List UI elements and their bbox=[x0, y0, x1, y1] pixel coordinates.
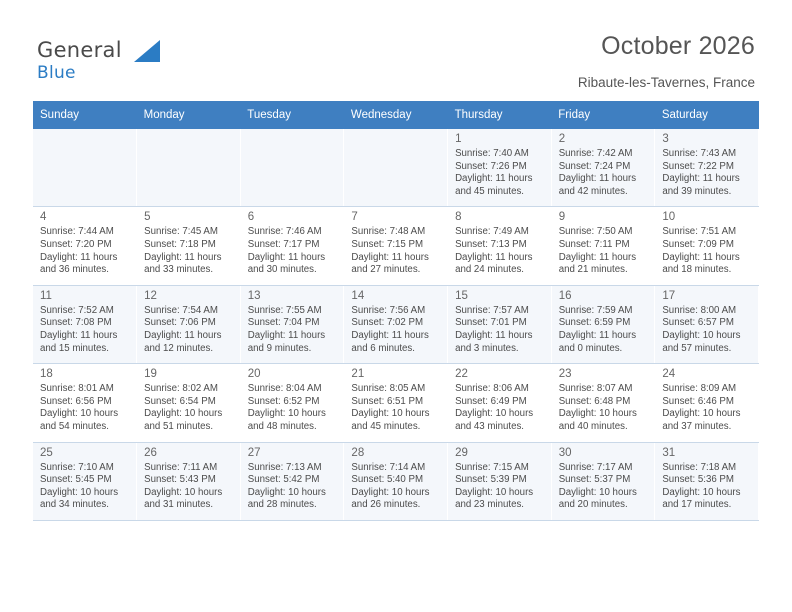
day-number: 15 bbox=[455, 289, 468, 302]
daylight-text: Daylight: 11 hours and 24 minutes. bbox=[455, 251, 533, 276]
day-number: 2 bbox=[558, 133, 566, 145]
sunset-text: Sunset: 7:11 PM bbox=[558, 238, 630, 250]
calendar-day-cell[interactable] bbox=[137, 285, 241, 363]
title-block bbox=[578, 32, 755, 90]
sunrise-text: Sunrise: 7:59 AM bbox=[558, 304, 633, 316]
daylight-text: Daylight: 11 hours and 15 minutes. bbox=[40, 329, 118, 354]
day-number: 10 bbox=[662, 211, 676, 224]
sunrise-text: Sunrise: 7:51 AM bbox=[662, 226, 737, 238]
sunrise-text: Sunrise: 7:46 AM bbox=[247, 226, 322, 238]
daylight-text: Daylight: 10 hours and 17 minutes. bbox=[662, 486, 741, 511]
day-number: 26 bbox=[144, 446, 157, 459]
sunset-text: Sunset: 6:46 PM bbox=[662, 395, 734, 407]
calendar-day-cell[interactable] bbox=[240, 285, 344, 363]
day-number: 11 bbox=[40, 289, 52, 302]
day-number: 18 bbox=[40, 368, 53, 381]
sunset-text: Sunset: 7:13 PM bbox=[455, 238, 527, 250]
sunrise-text: Sunrise: 7:17 AM bbox=[558, 461, 633, 473]
page-header bbox=[33, 28, 759, 90]
calendar-cell-empty bbox=[240, 129, 344, 207]
calendar-day-cell[interactable] bbox=[344, 364, 448, 442]
daylight-text: Daylight: 10 hours and 23 minutes. bbox=[455, 486, 534, 511]
sunset-text: Sunset: 5:45 PM bbox=[40, 474, 112, 486]
sunset-text: Sunset: 6:56 PM bbox=[40, 395, 112, 407]
sunrise-text: Sunrise: 7:45 AM bbox=[144, 226, 218, 238]
sunrise-text: Sunrise: 8:02 AM bbox=[144, 383, 218, 395]
calendar-day-cell[interactable] bbox=[551, 285, 655, 363]
sunrise-text: Sunrise: 7:44 AM bbox=[40, 226, 114, 238]
logo-general-text: General bbox=[37, 38, 122, 62]
calendar-week-row bbox=[33, 364, 759, 442]
daylight-text: Daylight: 10 hours and 20 minutes. bbox=[558, 486, 637, 511]
sunset-text: Sunset: 7:24 PM bbox=[558, 160, 631, 172]
day-number: 14 bbox=[351, 289, 365, 302]
sunrise-text: Sunrise: 8:07 AM bbox=[558, 383, 633, 395]
sunrise-text: Sunrise: 7:15 AM bbox=[455, 461, 529, 473]
calendar-day-cell[interactable] bbox=[448, 207, 552, 285]
sunset-text: Sunset: 7:09 PM bbox=[662, 238, 734, 250]
day-number: 29 bbox=[455, 446, 468, 459]
sunrise-text: Sunrise: 7:49 AM bbox=[455, 226, 529, 238]
sunset-text: Sunset: 7:04 PM bbox=[247, 317, 320, 329]
calendar-day-cell[interactable] bbox=[33, 285, 137, 363]
daylight-text: Daylight: 11 hours and 30 minutes. bbox=[247, 251, 326, 276]
daylight-text: Daylight: 10 hours and 57 minutes. bbox=[662, 329, 741, 354]
day-number: 31 bbox=[662, 446, 676, 459]
calendar-day-cell[interactable] bbox=[655, 207, 759, 285]
calendar-week-row bbox=[33, 442, 759, 520]
sunrise-text: Sunrise: 7:57 AM bbox=[455, 304, 529, 316]
sunrise-text: Sunrise: 7:11 AM bbox=[144, 461, 218, 473]
sunrise-text: Sunrise: 7:56 AM bbox=[351, 304, 426, 316]
day-number: 30 bbox=[558, 446, 572, 459]
daylight-text: Daylight: 10 hours and 28 minutes. bbox=[247, 486, 326, 511]
daylight-text: Daylight: 11 hours and 36 minutes. bbox=[40, 251, 118, 276]
day-number: 25 bbox=[40, 446, 53, 459]
daylight-text: Daylight: 11 hours and 33 minutes. bbox=[144, 251, 222, 276]
day-number: 7 bbox=[351, 211, 358, 224]
calendar-day-cell[interactable] bbox=[655, 442, 759, 520]
sunset-text: Sunset: 5:36 PM bbox=[662, 474, 734, 486]
daylight-text: Daylight: 11 hours and 42 minutes. bbox=[558, 173, 637, 197]
day-number: 28 bbox=[351, 446, 365, 459]
calendar-day-cell[interactable] bbox=[137, 442, 241, 520]
daylight-text: Daylight: 11 hours and 6 minutes. bbox=[351, 329, 429, 354]
calendar-day-cell[interactable] bbox=[448, 442, 552, 520]
day-number: 24 bbox=[662, 368, 676, 381]
calendar-body bbox=[33, 129, 759, 520]
calendar-header-row bbox=[33, 101, 759, 129]
calendar-day-cell[interactable] bbox=[655, 364, 759, 442]
sunset-text: Sunset: 6:49 PM bbox=[455, 395, 527, 407]
sunset-text: Sunset: 6:51 PM bbox=[351, 395, 424, 407]
day-number: 20 bbox=[247, 368, 261, 381]
sunset-text: Sunset: 7:18 PM bbox=[144, 238, 216, 250]
sunrise-text: Sunrise: 7:52 AM bbox=[40, 304, 114, 316]
calendar-cell-empty bbox=[137, 129, 241, 207]
day-number: 19 bbox=[144, 368, 157, 381]
flag-icon bbox=[134, 40, 160, 62]
calendar-day-cell[interactable] bbox=[344, 207, 448, 285]
sunset-text: Sunset: 5:37 PM bbox=[558, 474, 631, 486]
sunrise-text: Sunrise: 8:01 AM bbox=[40, 383, 114, 395]
calendar-day-cell[interactable] bbox=[551, 364, 655, 442]
location-label: Ribaute-les-Tavernes, France bbox=[577, 75, 755, 90]
daylight-text: Daylight: 10 hours and 54 minutes. bbox=[40, 408, 119, 432]
sunset-text: Sunset: 7:22 PM bbox=[662, 160, 734, 172]
day-number: 1 bbox=[455, 133, 462, 145]
sunrise-text: Sunrise: 8:04 AM bbox=[247, 383, 322, 395]
sunrise-text: Sunrise: 8:05 AM bbox=[351, 383, 426, 395]
calendar-day-cell[interactable] bbox=[448, 364, 552, 442]
calendar-day-cell[interactable] bbox=[551, 129, 655, 207]
calendar-day-cell[interactable] bbox=[448, 129, 552, 207]
daylight-text: Daylight: 10 hours and 31 minutes. bbox=[144, 486, 223, 511]
sunset-text: Sunset: 6:59 PM bbox=[558, 317, 631, 329]
sunrise-text: Sunrise: 8:09 AM bbox=[662, 383, 737, 395]
logo[interactable] bbox=[37, 38, 217, 90]
sunset-text: Sunset: 7:26 PM bbox=[455, 160, 527, 172]
daylight-text: Daylight: 10 hours and 43 minutes. bbox=[455, 408, 534, 432]
sunset-text: Sunset: 7:20 PM bbox=[40, 238, 112, 250]
sunset-text: Sunset: 5:39 PM bbox=[455, 474, 527, 486]
calendar-day-cell[interactable] bbox=[33, 364, 137, 442]
calendar-day-cell[interactable] bbox=[551, 442, 655, 520]
day-number: 16 bbox=[558, 289, 572, 302]
sunset-text: Sunset: 7:17 PM bbox=[247, 238, 320, 250]
daylight-text: Daylight: 11 hours and 27 minutes. bbox=[351, 251, 429, 276]
day-number: 3 bbox=[662, 133, 669, 145]
day-number: 23 bbox=[558, 368, 572, 381]
calendar-day-cell[interactable] bbox=[344, 285, 448, 363]
sunset-text: Sunset: 7:02 PM bbox=[351, 317, 424, 329]
sunrise-text: Sunrise: 7:13 AM bbox=[247, 461, 322, 473]
calendar-cell-empty bbox=[344, 129, 448, 207]
calendar-day-cell[interactable] bbox=[655, 285, 759, 363]
day-number: 4 bbox=[40, 211, 47, 224]
daylight-text: Daylight: 11 hours and 18 minutes. bbox=[662, 251, 740, 276]
calendar-day-cell[interactable] bbox=[655, 129, 759, 207]
sunrise-text: Sunrise: 7:40 AM bbox=[455, 148, 529, 159]
daylight-text: Daylight: 11 hours and 45 minutes. bbox=[455, 173, 533, 197]
day-number: 27 bbox=[247, 446, 261, 459]
sunrise-text: Sunrise: 8:06 AM bbox=[455, 383, 529, 395]
column-header-wednesday: Wednesday bbox=[344, 101, 448, 129]
calendar-week-row bbox=[33, 129, 759, 207]
calendar-day-cell[interactable] bbox=[240, 442, 344, 520]
sunset-text: Sunset: 7:01 PM bbox=[455, 317, 527, 329]
daylight-text: Daylight: 10 hours and 34 minutes. bbox=[40, 486, 119, 511]
day-number: 12 bbox=[144, 289, 157, 302]
calendar-day-cell[interactable] bbox=[240, 364, 344, 442]
calendar-day-cell[interactable] bbox=[137, 364, 241, 442]
page-title: October 2026 bbox=[601, 32, 755, 60]
calendar-day-cell[interactable] bbox=[551, 207, 655, 285]
sunrise-text: Sunrise: 8:00 AM bbox=[662, 304, 737, 316]
day-number: 9 bbox=[558, 211, 566, 224]
sunset-text: Sunset: 6:57 PM bbox=[662, 317, 734, 329]
sunrise-text: Sunrise: 7:54 AM bbox=[144, 304, 218, 316]
calendar-day-cell[interactable] bbox=[33, 207, 137, 285]
sunrise-text: Sunrise: 7:55 AM bbox=[247, 304, 322, 316]
sunset-text: Sunset: 6:54 PM bbox=[144, 395, 216, 407]
sunrise-text: Sunrise: 7:42 AM bbox=[558, 148, 633, 159]
calendar-day-cell[interactable] bbox=[448, 285, 552, 363]
day-number: 5 bbox=[144, 211, 151, 224]
column-header-saturday: Saturday bbox=[655, 101, 759, 129]
day-number: 8 bbox=[455, 211, 462, 224]
daylight-text: Daylight: 10 hours and 26 minutes. bbox=[351, 486, 430, 511]
daylight-text: Daylight: 11 hours and 21 minutes. bbox=[558, 251, 637, 276]
daylight-text: Daylight: 11 hours and 9 minutes. bbox=[247, 329, 326, 354]
daylight-text: Daylight: 11 hours and 12 minutes. bbox=[144, 329, 222, 354]
sunset-text: Sunset: 7:06 PM bbox=[144, 317, 216, 329]
calendar-day-cell[interactable] bbox=[33, 442, 137, 520]
calendar-table bbox=[33, 101, 759, 521]
calendar-week-row bbox=[33, 285, 759, 363]
sunrise-text: Sunrise: 7:10 AM bbox=[40, 461, 114, 473]
calendar-day-cell[interactable] bbox=[240, 207, 344, 285]
daylight-text: Daylight: 11 hours and 0 minutes. bbox=[558, 329, 637, 354]
sunset-text: Sunset: 5:42 PM bbox=[247, 474, 320, 486]
day-number: 6 bbox=[247, 211, 255, 224]
calendar-cell-empty bbox=[33, 129, 137, 207]
logo-blue-text: Blue bbox=[37, 63, 76, 83]
column-header-sunday: Sunday bbox=[33, 101, 137, 129]
sunrise-text: Sunrise: 7:50 AM bbox=[558, 226, 633, 238]
daylight-text: Daylight: 10 hours and 48 minutes. bbox=[247, 408, 326, 432]
sunset-text: Sunset: 7:15 PM bbox=[351, 238, 424, 250]
column-header-friday: Friday bbox=[551, 101, 655, 129]
sunrise-text: Sunrise: 7:18 AM bbox=[662, 461, 737, 473]
day-number: 22 bbox=[455, 368, 468, 381]
sunrise-text: Sunrise: 7:43 AM bbox=[662, 148, 737, 159]
daylight-text: Daylight: 10 hours and 45 minutes. bbox=[351, 408, 430, 432]
sunrise-text: Sunrise: 7:14 AM bbox=[351, 461, 426, 473]
sunset-text: Sunset: 5:40 PM bbox=[351, 474, 424, 486]
daylight-text: Daylight: 11 hours and 3 minutes. bbox=[455, 329, 533, 354]
daylight-text: Daylight: 10 hours and 51 minutes. bbox=[144, 408, 223, 432]
sunset-text: Sunset: 6:52 PM bbox=[247, 395, 320, 407]
sunrise-text: Sunrise: 7:48 AM bbox=[351, 226, 426, 238]
sunset-text: Sunset: 7:08 PM bbox=[40, 317, 112, 329]
day-number: 13 bbox=[247, 289, 261, 302]
daylight-text: Daylight: 10 hours and 40 minutes. bbox=[558, 408, 637, 432]
calendar-day-cell[interactable] bbox=[344, 442, 448, 520]
day-number: 21 bbox=[351, 368, 365, 381]
day-number: 17 bbox=[662, 289, 676, 302]
calendar-week-row bbox=[33, 207, 759, 285]
sunset-text: Sunset: 5:43 PM bbox=[144, 474, 216, 486]
sunset-text: Sunset: 6:48 PM bbox=[558, 395, 631, 407]
column-header-tuesday: Tuesday bbox=[240, 101, 344, 129]
daylight-text: Daylight: 10 hours and 37 minutes. bbox=[662, 408, 741, 432]
column-header-thursday: Thursday bbox=[448, 101, 552, 129]
daylight-text: Daylight: 11 hours and 39 minutes. bbox=[662, 173, 740, 197]
calendar-day-cell[interactable] bbox=[137, 207, 241, 285]
column-header-monday: Monday bbox=[137, 101, 241, 129]
